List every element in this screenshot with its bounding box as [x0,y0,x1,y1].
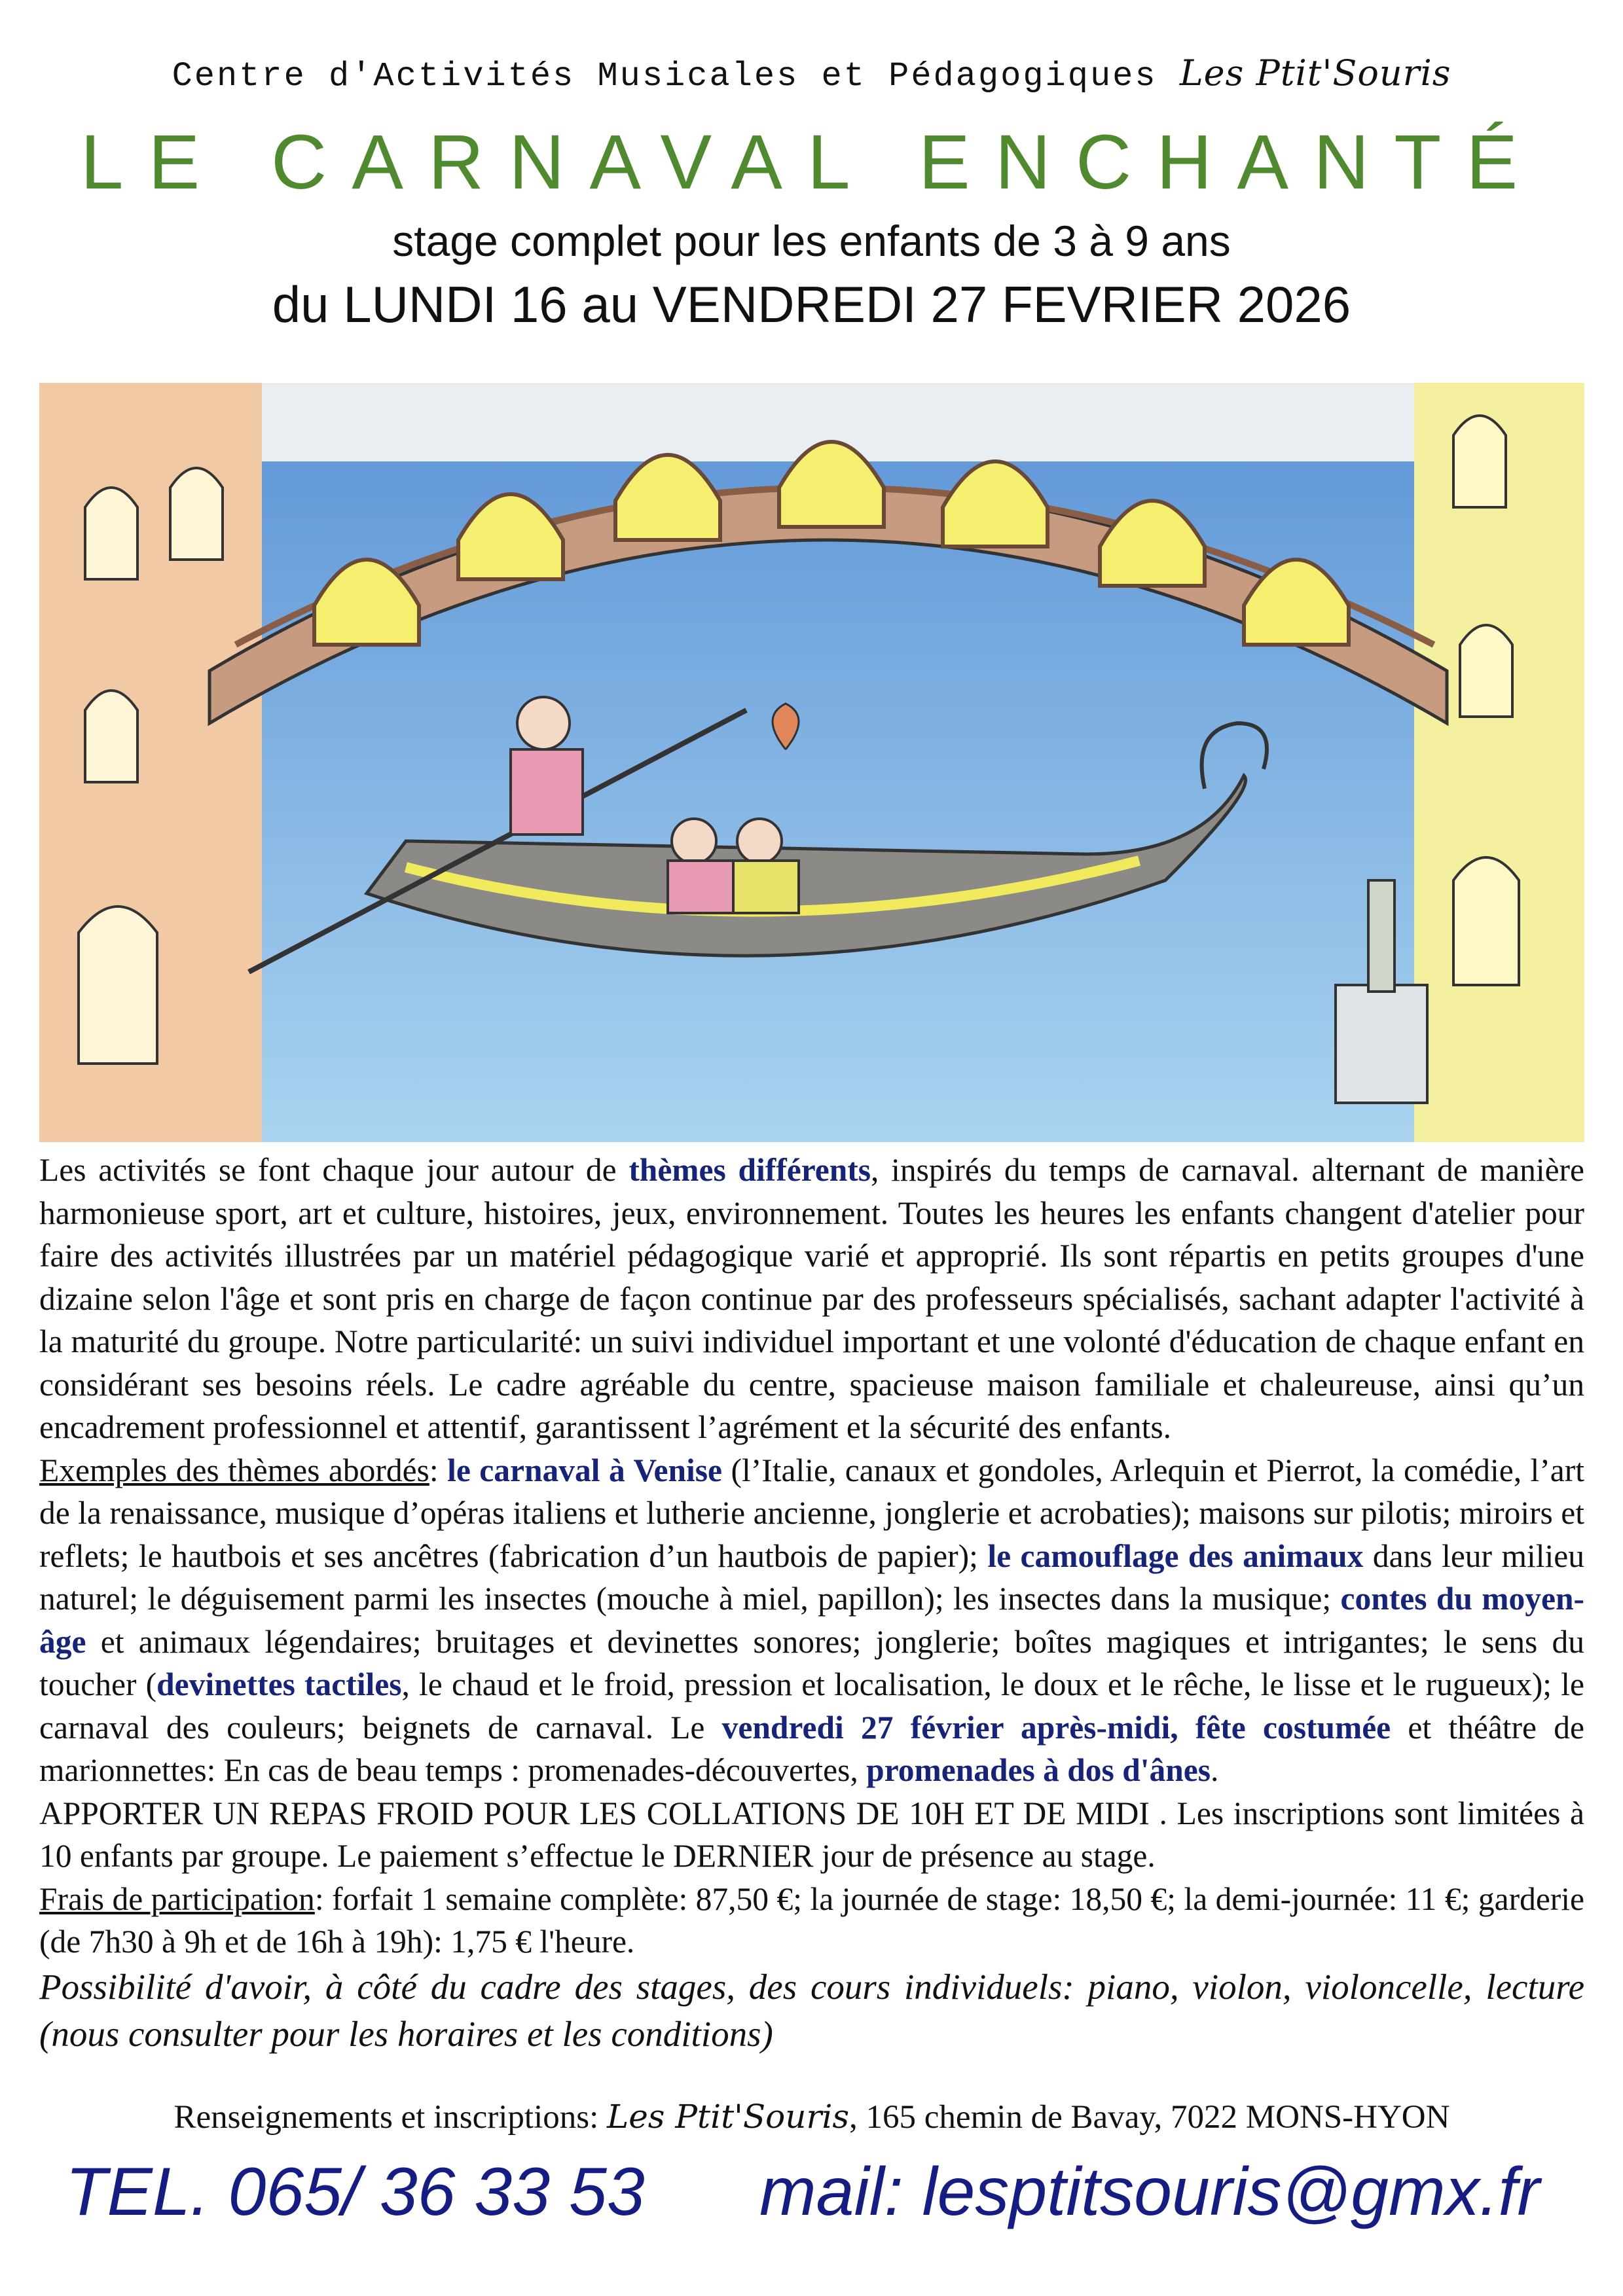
phone-number[interactable]: TEL. 065/ 36 33 53 [65,2154,645,2230]
gondola-illustration [39,383,1584,1142]
paragraph-frais [39,1878,1584,1964]
contact-brand: Les Ptit'Souris [607,2098,850,2136]
brand-logo-text: Les Ptit'Souris [1179,52,1451,94]
contact-prefix: Renseignements et inscriptions: [173,2099,599,2136]
highlight-devinettes: devinettes tactiles [156,1666,402,1702]
paragraph-text: dans leur milieu naturel; le déguisement parmi les insectes (mouche à miel, papillon); les insectes dans la musique; [39,1537,1584,1617]
highlight-camouflage: le camouflage des animaux [987,1537,1364,1574]
contact-address: , 165 chemin de Bavay, 7022 MONS-HYON [849,2099,1450,2136]
paragraph-activities [39,1149,1584,1449]
paragraph-text: : [429,1452,448,1488]
themes-label: Exemples des thèmes abordés [39,1452,429,1488]
header-line [0,52,1623,96]
contact-line [39,2098,1584,2136]
subtitle-dates: du LUNDI 16 au VENDREDI 27 FEVRIER 2026 [272,276,1351,333]
paragraph-text: (l’Italie, canaux et gondoles, Arlequin et Pierrot, la comédie, l’art de la renaissance, musique d’opéras italiens et lutherie ancienne, jonglerie et acrobaties); maisons sur pilotis; miroirs et reflets; le hautbois et ses ancêtres (fabrication d’un hautbois de papier); [39,1452,1585,1574]
paragraph-text: et animaux légendaires; bruitages et devinettes sonores; jonglerie; boîtes magiques et intrigantes; le sens du toucher ( [39,1623,1584,1702]
highlight-contes: contes du moyen-âge [39,1581,1585,1660]
italic-note: Possibilité d'avoir, à côté du cadre des stages, des cours individuels: piano, violon, violoncelle, lecture (nous consulter pour les horaires et les conditions) [39,1966,1584,2054]
paragraph-themes [39,1449,1584,1792]
paragraph-text: et théâtre de marionnettes: En cas de beau temps : promenades-découvertes, [39,1709,1584,1788]
highlight-themes: thèmes différents [629,1152,871,1188]
subtitle-age: stage complet pour les enfants de 3 à 9 ans [392,217,1231,265]
body-text [39,1149,1584,2058]
email-address[interactable]: mail: lesptitsouris@gmx.fr [759,2154,1541,2230]
paragraph-repas: APPORTER UN REPAS FROID POUR LES COLLATIONS DE 10H ET DE MIDI . Les inscriptions sont limitées à 10 enfants par groupe. Le paiement s’effectue le DERNIER jour de présence au stage. [39,1795,1584,1874]
paragraph-text: Les activités se font chaque jour autour de [39,1152,629,1188]
paragraph-text: , le chaud et le froid, pression et localisation, le doux et le rêche, le lisse et le rugueux); le carnaval des couleurs; beignets de carnaval. Le [39,1666,1584,1746]
paragraph-text: : forfait 1 semaine complète: 87,50 €; la journée de stage: 18,50 €; la demi-journée: 11 €; garderie (de 7h30 à 9h et de 16h à 19h): 1,75 € l'heure. [39,1880,1584,1960]
paragraph-text: . [1211,1752,1219,1788]
org-name: Centre d'Activités Musicales et Pédagogiques [172,57,1158,96]
page-title: LE CARNAVAL ENCHANTÉ [80,119,1543,206]
highlight-venise: le carnaval à Venise [447,1452,723,1488]
highlight-anes: promenades à dos d'ânes [866,1752,1211,1788]
paragraph-text: , inspirés du temps de carnaval. alternant de manière harmonieuse sport, art et culture, histoires, jeux, environnement. Toutes les heures les enfants changent d'atelier pour faire des activités illustrées par un matériel pédagogique varié et approprié. Ils sont répartis en petits groupes d'une dizaine selon l'âge et sont pris en charge de façon continue par des professeurs spécialisés, sachant adapter l'activité à la maturité du groupe. Notre particularité: un suivi individuel important et une volonté d'éducation de chaque enfant en considérant ses besoins réels. Le cadre agréable du centre, spacieuse maison familiale et chaleureuse, ainsi qu’un encadrement professionnel et attentif, garantissent l’agrément et la sécurité des enfants. [39,1152,1584,1445]
highlight-fete: vendredi 27 février après-midi, fête costumée [721,1709,1391,1746]
frais-label: Frais de participation [39,1880,315,1917]
footer [0,2153,1623,2258]
